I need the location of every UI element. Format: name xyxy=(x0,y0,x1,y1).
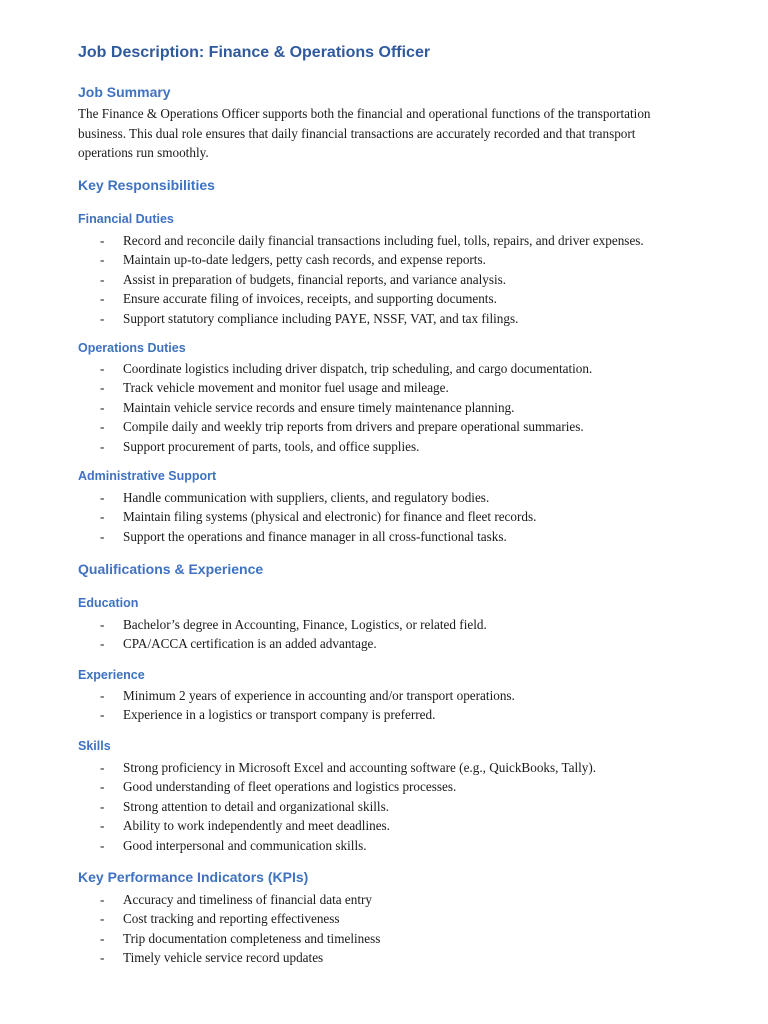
list-item-text: Ability to work independently and meet deadlines. xyxy=(123,818,390,834)
list-item-text: Experience in a logistics or transport company is preferred. xyxy=(123,707,436,723)
kpis-heading: Key Performance Indicators (KPIs) xyxy=(78,869,309,885)
summary-line: operations run smoothly. xyxy=(78,145,209,160)
bullet-dash: - xyxy=(100,818,105,834)
list-item xyxy=(78,836,596,855)
list-item-text: Ensure accurate filing of invoices, receipts, and supporting documents. xyxy=(123,291,497,307)
bullet-dash: - xyxy=(100,380,105,396)
list-item xyxy=(78,929,380,948)
skills-list xyxy=(78,758,596,855)
job-summary-paragraph xyxy=(78,104,728,163)
bullet-dash: - xyxy=(100,490,105,505)
list-item xyxy=(78,488,536,507)
list-item-text: Coordinate logistics including driver dispatch, trip scheduling, and cargo documentation. xyxy=(123,361,593,376)
bullet-dash: - xyxy=(100,707,105,723)
bullet-dash: - xyxy=(100,361,105,376)
list-item-text: Maintain vehicle service records and ensure timely maintenance planning. xyxy=(123,399,515,415)
list-item-text: Record and reconcile daily financial transactions including fuel, tolls, repairs, and driver expenses. xyxy=(123,233,644,248)
list-item-text: Assist in preparation of budgets, financial reports, and variance analysis. xyxy=(123,271,507,287)
list-item xyxy=(78,309,644,328)
list-item xyxy=(78,615,487,634)
list-item-text: Maintain up-to-date ledgers, petty cash records, and expense reports. xyxy=(123,252,486,268)
list-item xyxy=(78,437,592,456)
qualifications-heading: Qualifications & Experience xyxy=(78,561,264,577)
list-item-text: Timely vehicle service record updates xyxy=(123,950,324,966)
bullet-dash: - xyxy=(100,688,105,703)
education-heading: Education xyxy=(78,596,139,610)
list-item xyxy=(78,777,596,796)
list-item xyxy=(78,289,644,308)
bullet-dash: - xyxy=(100,911,105,927)
bullet-dash: - xyxy=(100,779,105,795)
operations-duties-heading: Operations Duties xyxy=(78,341,186,355)
list-item-text: Support statutory compliance including PAYE, NSSF, VAT, and tax filings. xyxy=(123,310,519,326)
list-item-text: Handle communication with suppliers, clients, and regulatory bodies. xyxy=(123,490,490,505)
list-item xyxy=(78,758,596,777)
list-item-text: Minimum 2 years of experience in accounting and/or transport operations. xyxy=(123,688,515,703)
list-item xyxy=(78,816,596,835)
list-item xyxy=(78,890,380,909)
bullet-dash: - xyxy=(100,399,105,415)
operations-duties-list xyxy=(78,359,592,456)
experience-heading: Experience xyxy=(78,668,145,682)
list-item-text: Good understanding of fleet operations and logistics processes. xyxy=(123,779,457,795)
summary-line: business. This dual role ensures that daily financial transactions are accurately recorded and that transport xyxy=(78,125,636,141)
list-item-text: Compile daily and weekly trip reports from drivers and prepare operational summaries. xyxy=(123,419,584,435)
list-item xyxy=(78,270,644,289)
list-item-text: Strong attention to detail and organizational skills. xyxy=(123,798,390,814)
skills-heading: Skills xyxy=(78,739,111,753)
bullet-dash: - xyxy=(100,930,105,946)
bullet-dash: - xyxy=(100,617,105,632)
list-item-text: Cost tracking and reporting effectiveness xyxy=(123,911,340,927)
list-item xyxy=(78,378,592,397)
summary-line: The Finance & Operations Officer supports both the financial and operational functions of the transportation xyxy=(78,106,651,121)
list-item xyxy=(78,231,644,250)
list-item xyxy=(78,909,380,928)
bullet-dash: - xyxy=(100,252,105,268)
bullet-dash: - xyxy=(100,636,105,652)
bullet-dash: - xyxy=(100,438,105,454)
bullet-dash: - xyxy=(100,419,105,435)
bullet-dash: - xyxy=(100,798,105,814)
list-item xyxy=(78,686,515,705)
list-item-text: Support the operations and finance manager in all cross-functional tasks. xyxy=(123,528,507,544)
list-item xyxy=(78,527,536,546)
education-list xyxy=(78,615,487,654)
list-item-text: CPA/ACCA certification is an added advantage. xyxy=(123,636,377,652)
bullet-dash: - xyxy=(100,892,105,907)
bullet-dash: - xyxy=(100,528,105,544)
bullet-dash: - xyxy=(100,233,105,248)
document-title: Job Description: Finance & Operations Officer xyxy=(78,44,431,61)
list-item-text: Strong proficiency in Microsoft Excel and accounting software (e.g., QuickBooks, Tally). xyxy=(123,760,597,775)
bullet-dash: - xyxy=(100,291,105,307)
list-item-text: Trip documentation completeness and timeliness xyxy=(123,930,381,946)
list-item xyxy=(78,250,644,269)
list-item-text: Good interpersonal and communication skills. xyxy=(123,837,367,853)
bullet-dash: - xyxy=(100,271,105,287)
list-item xyxy=(78,417,592,436)
list-item xyxy=(78,398,592,417)
administrative-support-list xyxy=(78,488,536,546)
bullet-dash: - xyxy=(100,950,105,966)
financial-duties-list xyxy=(78,231,644,328)
list-item-text: Support procurement of parts, tools, and office supplies. xyxy=(123,438,420,454)
list-item xyxy=(78,507,536,526)
list-item xyxy=(78,948,380,967)
bullet-dash: - xyxy=(100,509,105,525)
job-summary-heading: Job Summary xyxy=(78,84,171,100)
key-responsibilities-heading: Key Responsibilities xyxy=(78,177,215,193)
experience-list xyxy=(78,686,515,725)
bullet-dash: - xyxy=(100,760,105,775)
list-item xyxy=(78,797,596,816)
list-item xyxy=(78,705,515,724)
kpis-list xyxy=(78,890,380,968)
list-item xyxy=(78,359,592,378)
list-item-text: Accuracy and timeliness of financial data entry xyxy=(123,892,372,907)
list-item-text: Track vehicle movement and monitor fuel usage and mileage. xyxy=(123,380,449,396)
list-item-text: Maintain filing systems (physical and electronic) for finance and fleet records. xyxy=(123,509,537,525)
list-item xyxy=(78,634,487,653)
bullet-dash: - xyxy=(100,310,105,326)
administrative-support-heading: Administrative Support xyxy=(78,469,217,483)
bullet-dash: - xyxy=(100,837,105,853)
financial-duties-heading: Financial Duties xyxy=(78,212,174,226)
list-item-text: Bachelor’s degree in Accounting, Finance, Logistics, or related field. xyxy=(123,617,487,632)
